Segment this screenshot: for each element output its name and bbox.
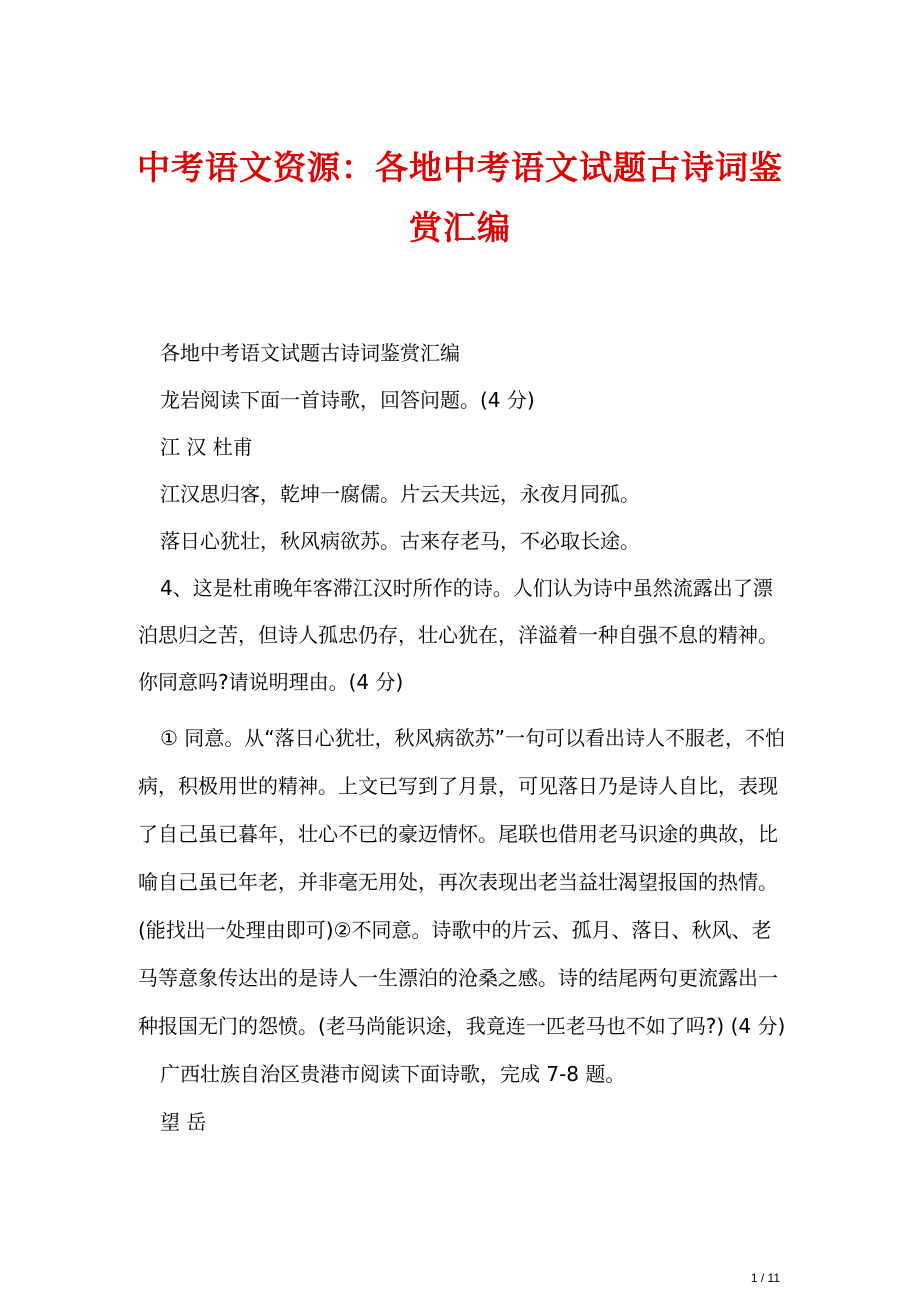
answer-section (138, 714, 788, 1146)
question-paragraph: 4、这是杜甫晚年客滞江汉时所作的诗。人们认为诗中虽然流露出了漂泊思归之苦，但诗人孤忠仍存，壮心犹在，洋溢着一种自强不息的精神。你同意吗?请说明理由。(4 分) (138, 576, 778, 694)
next-poem-title: 望 岳 (160, 1110, 207, 1134)
next-section-instruction: 广西壮族自治区贵港市阅读下面诗歌，完成 7-8 题。 (160, 1062, 626, 1086)
title-line-1: 中考语文资源：各地中考语文试题古诗词鉴 (137, 148, 783, 187)
page-indicator: 1 / 11 (750, 1271, 780, 1285)
subtitle-paragraph: 各地中考语文试题古诗词鉴赏汇编 (160, 341, 460, 365)
reading-instruction: 龙岩阅读下面一首诗歌，回答问题。(4 分) (160, 388, 535, 412)
poem-line-2: 落日心犹壮，秋风病欲苏。古来存老马，不必取长途。 (160, 529, 640, 553)
answer-paragraph: ① 同意。从“落日心犹壮，秋风病欲苏”一句可以看出诗人不服老，不怕病，积极用世的精神。上文已写到了月景，可见落日乃是诗人自比，表现了自己虽已暮年，壮心不已的豪迈情怀。尾联也借用老马识途的典故，比喻自己虽已年老，并非毫无用处，再次表现出老当益壮渴望报国的热情。(能找出一处理由即可)②不同意。诗歌中的片云、孤月、落日、秋风、老马等意象传达出的是诗人一生漂泊的沧桑之感。诗的结尾两句更流露出一种报国无门的怨愤。(老马尚能识途，我竟连一匹老马也不如了吗?) (4 分) (138, 726, 786, 1038)
document-title (120, 138, 800, 258)
title-line-2: 赏汇编 (409, 208, 511, 247)
document-body (138, 330, 788, 706)
poem-title: 江 汉 杜甫 (160, 435, 253, 459)
poem-line-1: 江汉思归客，乾坤一腐儒。片云天共远，永夜月同孤。 (160, 482, 640, 506)
